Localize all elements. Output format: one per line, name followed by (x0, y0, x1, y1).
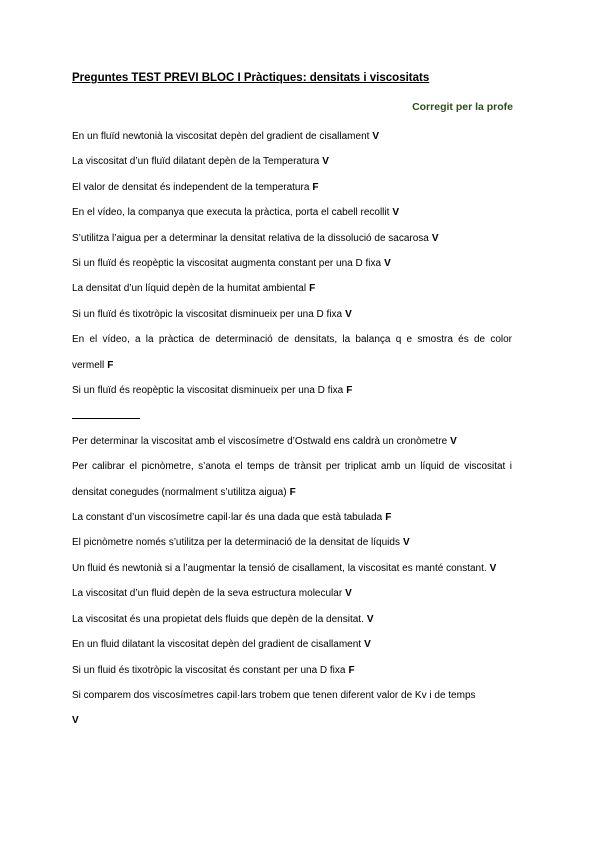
question-answer: F (309, 283, 316, 295)
question-answer: V (384, 258, 391, 270)
question-text: En un fluïd newtonià la viscositat depèn del gradient de cisallament (72, 131, 370, 142)
question-answer: F (385, 512, 392, 524)
question-answer: V (345, 308, 352, 320)
document-title: Preguntes TEST PREVI BLOC I Pràctiques: densitats i viscositats (72, 72, 430, 84)
question-answer: V (372, 131, 380, 142)
question-item (72, 607, 512, 632)
question-text: La viscositat d’un fluïd dilatant depèn de la Temperatura (72, 156, 320, 168)
question-list-part1 (72, 124, 512, 403)
separator-text (72, 410, 112, 421)
question-answer: V (366, 613, 374, 625)
question-item (72, 226, 512, 251)
question-answer: F (107, 359, 114, 371)
question-text: La densitat d’un líquid depèn de la humitat ambiental (72, 283, 307, 295)
question-text: El valor de densitat és independent de la temperatura (72, 181, 310, 193)
question-item (72, 327, 512, 378)
question-text: En un fluid dilatant la viscositat depèn del gradient de cisallament (72, 639, 362, 651)
question-item (72, 505, 512, 530)
question-text: Si un fluïd és tixotròpic la viscositat disminueix per una D fixa (72, 308, 343, 320)
question-answer: V (392, 207, 400, 219)
question-item (72, 429, 512, 454)
question-answer: F (346, 385, 353, 397)
question-text: El picnòmetre només s’utilitza per la determinació de la densitat de líquids (72, 537, 400, 549)
question-item (72, 124, 512, 149)
question-answer: V (431, 232, 439, 244)
question-item (72, 530, 512, 555)
question-item (72, 581, 512, 606)
question-item (72, 149, 512, 174)
question-item (72, 302, 512, 327)
question-item (72, 175, 512, 200)
question-answer: V (322, 156, 329, 168)
question-answer: V (72, 715, 79, 727)
separator-line (72, 418, 140, 419)
question-text: Per calibrar el picnòmetre, s’anota el temps de trànsit per triplicat amb un líquid de viscositat i densitat conegudes (normalment s’utilitza aigua) (72, 461, 512, 498)
question-text: Per determinar la viscositat amb el viscosímetre d’Ostwald ens caldrà un cronòmetre (72, 435, 448, 447)
question-item (72, 378, 512, 403)
question-item (72, 556, 512, 581)
question-item (72, 251, 512, 276)
question-answer: V (450, 435, 457, 447)
question-text: En el vídeo, a la pràctica de determinació de densitats, la balança q e smostra és de color vermell (72, 334, 512, 371)
question-answer: V (489, 562, 497, 574)
question-list-part2 (72, 429, 512, 734)
question-answer: F (312, 181, 319, 193)
section-separator (72, 403, 512, 428)
question-text: Un fluid és newtonià si a l’augmentar la tensió de cisallament, la viscositat es manté constant. (72, 562, 487, 574)
question-text: Si un fluïd és reopèptic la viscositat augmenta constant per una D fixa (72, 258, 382, 270)
question-answer: V (364, 639, 371, 651)
question-answer: V (345, 588, 352, 600)
question-item (72, 683, 512, 734)
question-answer: F (289, 486, 296, 498)
question-answer: V (402, 537, 410, 549)
question-text: En el vídeo, la companya que executa la pràctica, porta el cabell recollit (72, 207, 390, 219)
question-text: Si comparem dos viscosímetres capil·lars trobem que tenen diferent valor de Kv i de temps (72, 689, 476, 701)
question-text: La viscositat és una propietat dels fluids que depèn de la densitat. (72, 613, 364, 625)
corrected-label: Corregit per la profe (412, 101, 513, 113)
question-item (72, 200, 512, 225)
question-answer: F (348, 664, 355, 676)
question-text: S’utilitza l’aigua per a determinar la densitat relativa de la dissolució de sacarosa (72, 232, 429, 244)
question-item (72, 658, 512, 683)
question-text: La constant d’un viscosímetre capil·lar és una dada que està tabulada (72, 512, 383, 524)
question-text: Si un fluid és tixotròpic la viscositat és constant per una D fixa (72, 664, 346, 676)
question-text: Si un fluïd és reopèptic la viscositat disminueix per una D fixa (72, 385, 344, 397)
question-item (72, 632, 512, 657)
question-text: La viscositat d’un fluid depèn de la seva estructura molecular (72, 588, 343, 600)
question-item (72, 276, 512, 301)
question-item (72, 454, 512, 505)
